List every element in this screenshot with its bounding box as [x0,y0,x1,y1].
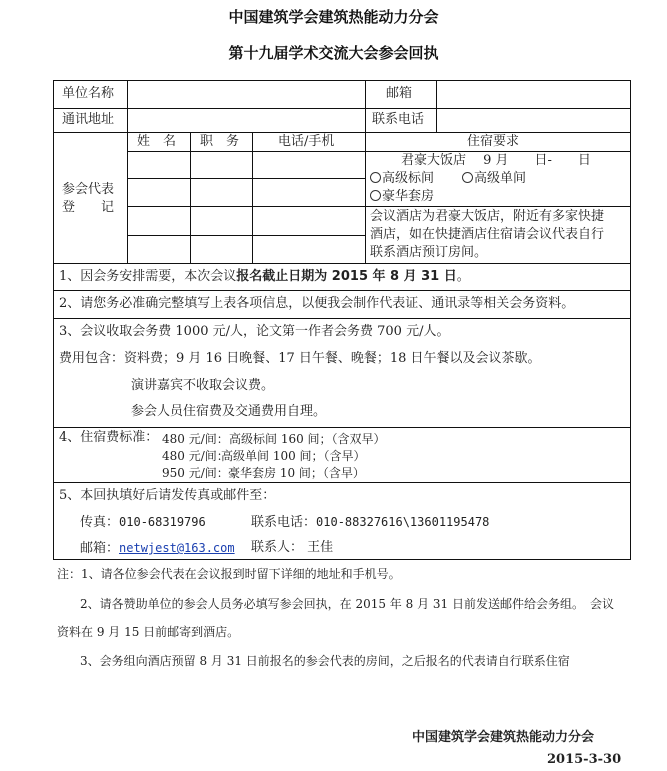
contact-value: 王佳 [307,540,334,555]
contact-phone-label: 联系电话 [372,112,425,127]
col-line [127,80,128,263]
phone-value: 010-88327616\13601195478 [316,515,490,529]
note-2-line2: 资料在 9 月 15 日前邮寄到酒店。 [57,625,240,639]
rep-label-line2: 登 记 [62,200,115,215]
signature-date: 2015-3-30 [547,752,622,767]
radio-icon[interactable] [370,172,381,183]
table-border-right [630,80,631,560]
fax-line [80,514,206,531]
document-org-title: 中国建筑学会建筑热能动力分会 [228,8,439,26]
phone-line [251,514,489,531]
rep4-position-input[interactable] [192,237,254,264]
item-4-row2-desc: 高级单间 100 间；（含早） [221,449,366,463]
item-4-row2-price: 480 元/间： [162,449,229,463]
radio-icon[interactable] [462,172,473,183]
rep4-phone-input[interactable] [254,237,367,264]
table-border-left [53,80,54,560]
rep4-name-input[interactable] [129,237,192,264]
mail-label: 邮箱： [80,541,120,556]
item-4-row3-price: 950 元/间： [162,466,229,480]
item-2: 2、请您务必准确完整填写上表各项信息，以便我会制作代表证、通讯录等相关会务资料。 [59,296,575,311]
signature-org: 中国建筑学会建筑热能动力分会 [412,730,595,745]
fax-label: 传真： [80,515,120,530]
contact-label: 联系人： [251,540,304,555]
lodging-option-label: 高级标间 [382,171,435,186]
contact-line [251,540,333,556]
lodging-hotel-line: 君豪大饭店 9 月 日- 日 [401,153,591,168]
address-label: 通讯地址 [62,112,115,127]
rep3-phone-input[interactable] [254,208,367,236]
lodging-note-line3: 联系酒店预订房间。 [370,245,488,260]
lodging-option-label: 豪华套房 [382,189,435,204]
item-1-suffix: 。 [456,269,470,284]
rep2-phone-input[interactable] [254,180,367,207]
phone-label: 联系电话： [251,515,317,530]
row-line [53,290,631,291]
row-line [53,108,631,109]
table-border-bottom [53,559,631,560]
rep1-phone-input[interactable] [254,153,367,179]
item-3-line3: 演讲嘉宾不收取会议费。 [131,378,275,393]
note-3: 3、会务组向酒店预留 8 月 31 日前报名的参会代表的房间，之后报名的代表请自行联系住宿 [80,654,570,668]
item-3-line2: 费用包含：资料费；9 月 16 日晚餐、17 日午餐、晚餐；18 日午餐以及会议茶歇。 [59,351,541,366]
radio-icon[interactable] [370,190,381,201]
col-header-name: 姓 名 [137,134,177,149]
rep1-position-input[interactable] [192,153,254,179]
contact-phone-input[interactable] [438,110,632,133]
item-3-line1: 3、会议收取会务费 1000 元/人，论文第一作者会务费 700 元/人。 [59,324,450,339]
item-1-prefix: 1、因会务安排需要，本次会议 [59,269,237,284]
item-4-row3-desc: 豪华套房 10 间；（含早） [228,466,365,480]
address-input[interactable] [129,110,367,133]
unit-name-label: 单位名称 [62,86,115,101]
lodging-option-label: 高级单间 [474,171,527,186]
rep3-name-input[interactable] [129,208,192,236]
row-line [53,482,631,483]
rep2-name-input[interactable] [129,180,192,207]
email-link[interactable]: netwjest@163.com [119,541,235,555]
unit-name-input[interactable] [129,82,367,108]
col-header-position: 职 务 [200,134,240,149]
row-line [53,427,631,428]
note-2-line1: 2、请各赞助单位的参会人员务必填写参会回执，在 2015 年 8 月 31 日前发送邮件给会务组。 会议 [80,597,614,611]
table-border-top [53,80,631,81]
col-line [436,80,437,132]
fax-value: 010-68319796 [119,515,206,529]
rep3-position-input[interactable] [192,208,254,236]
rep2-position-input[interactable] [192,180,254,207]
item-1-deadline: 报名截止日期为 2015 年 8 月 31 日 [236,269,457,284]
item-5-line1: 5、本回执填好后请发传真或邮件至： [59,488,276,503]
rep-label-line1: 参会代表 [62,182,115,197]
document-title: 第十九届学术交流大会参会回执 [228,44,439,62]
email-label: 邮箱 [386,86,413,101]
mail-line [80,540,235,557]
item-1 [59,269,470,285]
lodging-option-standard[interactable] [370,171,434,187]
row-line [127,151,631,152]
col-header-phone: 电话/手机 [278,134,335,149]
item-4-row1-price: 480 元/间： [162,432,229,446]
item-4-row1-desc: 高级标间 160 间；（含双早） [229,432,386,446]
item-4-label: 4、住宿费标准： [59,430,159,445]
lodging-option-suite[interactable] [370,189,434,205]
note-1: 注：1、请各位参会代表在会议报到时留下详细的地址和手机号。 [57,567,401,581]
item-3-line4: 参会人员住宿费及交通费用自理。 [131,404,327,419]
col-header-lodging: 住宿要求 [467,134,520,149]
row-line [53,318,631,319]
lodging-option-single[interactable] [462,171,526,187]
email-input[interactable] [438,82,632,108]
lodging-note-line1: 会议酒店为君豪大饭店，附近有多家快捷 [370,209,605,224]
lodging-note-line2: 酒店，如在快捷酒店住宿请会议代表自行 [370,227,605,242]
rep1-name-input[interactable] [129,153,192,179]
